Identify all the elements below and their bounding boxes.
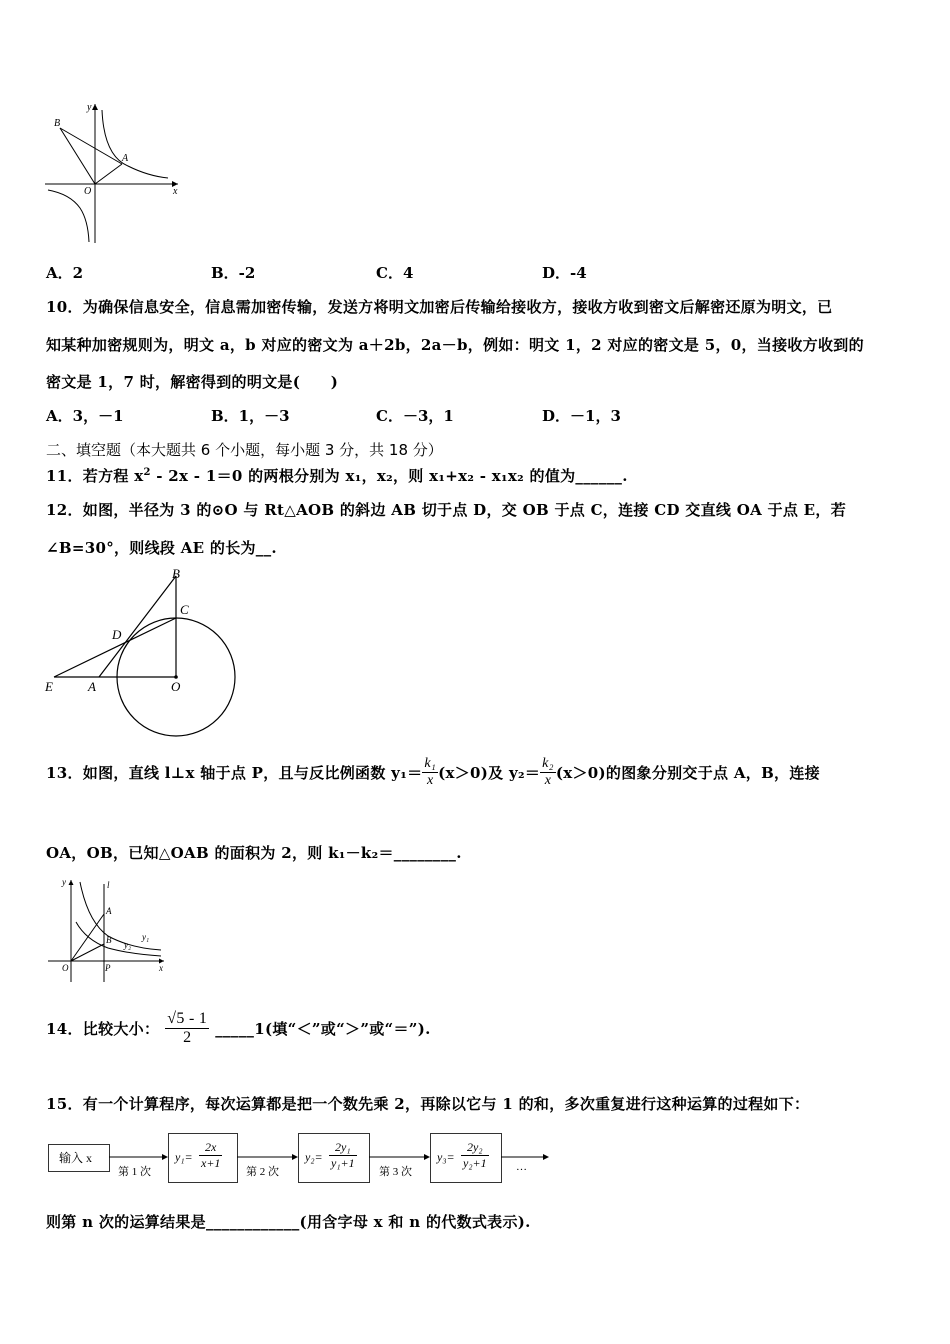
q12-label-a: A <box>88 679 96 694</box>
q13-label-y: y <box>62 877 66 887</box>
q15-line2: 则第 n 次的运算结果是____________(用含字母 x 和 n 的代数式表示). <box>46 1213 531 1231</box>
q14-num: √5 - 1 <box>167 1010 208 1027</box>
q13-line-oa <box>71 914 104 961</box>
flow-arrow-1-head <box>162 1154 168 1160</box>
flow-box-3-den: y₂+1 <box>463 1156 487 1170</box>
q13-label-a: A <box>106 906 112 916</box>
q14-suffix: _____1(填“＜”或“＞”或“＝”). <box>215 1020 431 1038</box>
section2-heading: 二、填空题（本大题共 6 个小题，每小题 3 分，共 18 分） <box>46 441 443 459</box>
q11-sup: 2 <box>143 467 151 478</box>
q12-line1: 12．如图，半径为 3 的⊙O 与 Rt△AOB 的斜边 AB 切于点 D，交 OB 于点 C，连接 CD 交直线 OA 于点 E，若 <box>46 501 847 519</box>
q9-label-x: x <box>173 186 178 197</box>
q13-mid: (x＞0)及 y₂＝ <box>438 764 541 782</box>
q9-label-o: O <box>84 186 92 197</box>
q13-f2-num: k₂ <box>542 756 554 771</box>
q13-fraction-1 <box>422 756 438 789</box>
flow-box-3-num: 2y₂ <box>467 1140 483 1154</box>
q9-line-bo <box>60 128 95 184</box>
q13-line1 <box>46 756 820 789</box>
flow-arrow-2-head <box>292 1154 298 1160</box>
flow-box-2-lhs: y₂= <box>305 1150 323 1164</box>
q14-den: 2 <box>165 1028 209 1047</box>
flow-box-3-lhs: y₃= <box>437 1150 455 1164</box>
q14-prefix: 14．比较大小： <box>46 1020 160 1038</box>
flow-step-2: 第 2 次 <box>246 1166 279 1178</box>
q14-line <box>46 1010 431 1047</box>
q13-prefix: 13．如图，直线 l⊥x 轴于点 P，且与反比例函数 y₁＝ <box>46 764 423 782</box>
q10-line2: 知某种加密规则为，明文 a，b 对应的密文为 a＋2b，2a－b，例如：明文 1，2 对应的密文是 5，0，当接收方收到的 <box>46 336 864 354</box>
q14-fraction <box>165 1010 209 1047</box>
q9-line-oa <box>95 164 122 184</box>
q13-line-ob <box>71 944 104 961</box>
q13-label-y1: y₁ <box>142 932 150 942</box>
flow-box-1-lhs: y₁= <box>175 1150 193 1164</box>
flow-box-2-num: 2y₁ <box>335 1140 351 1154</box>
q13-label-x: x <box>159 963 163 973</box>
flow-step-3: 第 3 次 <box>379 1166 412 1178</box>
q9-figure <box>40 98 190 248</box>
q13-y-arrow <box>69 880 74 885</box>
flow-step-1: 第 1 次 <box>118 1166 151 1178</box>
q12-figure <box>44 568 240 738</box>
q13-suffix: (x＞0)的图象分别交于点 A，B，连接 <box>555 764 820 782</box>
q13-f1-den: x <box>422 772 438 789</box>
q13-f1-num: k₁ <box>424 756 437 771</box>
q13-label-b: B <box>106 935 112 945</box>
q10-option-c[interactable]: C．－3，1 <box>376 407 454 425</box>
flow-arrow-4-head <box>543 1154 549 1160</box>
flow-box-2-den: y₁+1 <box>331 1156 355 1170</box>
q9-hyperbola-q3 <box>48 190 89 242</box>
q11-prefix: 11．若方程 x <box>46 467 144 485</box>
q9-hyperbola-q1 <box>102 110 168 178</box>
q9-option-b[interactable]: B．-2 <box>211 264 256 282</box>
q12-line2: ∠B=30°，则线段 AE 的长为__. <box>46 539 277 557</box>
q9-option-d[interactable]: D．-4 <box>542 264 587 282</box>
q12-label-c: C <box>180 602 189 617</box>
q9-label-y: y <box>87 102 92 113</box>
q12-label-e: E <box>45 679 53 694</box>
q13-label-p: P <box>105 963 111 973</box>
q11-rest: - 2x - 1＝0 的两根分别为 x₁，x₂，则 x₁+x₂ - x₁x₂ 的值为______. <box>150 467 628 485</box>
q9-line-ba <box>60 128 122 164</box>
q10-line3: 密文是 1，7 时，解密得到的明文是( ) <box>46 373 339 391</box>
q13-fraction-2 <box>540 756 556 789</box>
q9-label-a: A <box>122 153 129 164</box>
q13-label-y2: y₂ <box>124 940 132 950</box>
flow-box-1-den: x+1 <box>201 1156 221 1170</box>
q10-option-a[interactable]: A．3，－1 <box>46 407 124 425</box>
q10-option-d[interactable]: D．－1，3 <box>542 407 621 425</box>
flow-input-label: 输入 x <box>59 1151 93 1165</box>
flow-box-1-num: 2x <box>205 1140 217 1154</box>
q9-y-arrow <box>92 104 98 110</box>
q12-label-b: B <box>172 568 180 581</box>
q9-option-c[interactable]: C．4 <box>376 264 414 282</box>
q12-line-ab <box>99 576 176 677</box>
flow-arrows <box>46 1130 556 1194</box>
flow-arrow-3-head <box>424 1154 430 1160</box>
q13-f2-den: x <box>540 772 556 789</box>
q11-line <box>46 465 628 486</box>
q15-flow-diagram <box>46 1130 556 1194</box>
q15-line1: 15．有一个计算程序，每次运算都是把一个数先乘 2，再除以它与 1 的和，多次重复进行这种运算的过程如下： <box>46 1095 810 1113</box>
q13-label-o: O <box>62 963 69 973</box>
q12-label-d: D <box>112 627 122 642</box>
q13-line2: OA，OB，已知△OAB 的面积为 2，则 k₁－k₂＝________. <box>46 844 462 862</box>
q13-label-l: l <box>107 880 110 890</box>
flow-ellipsis: … <box>516 1161 527 1173</box>
q10-line1: 10．为确保信息安全，信息需加密传输，发送方将明文加密后传输给接收方，接收方收到密文后解密还原为明文，已 <box>46 298 833 316</box>
q10-option-b[interactable]: B．1，－3 <box>211 407 290 425</box>
q13-figure <box>46 874 172 986</box>
q9-label-b: B <box>54 118 61 129</box>
q12-label-o: O <box>171 679 181 694</box>
q9-option-a[interactable]: A．2 <box>46 264 84 282</box>
